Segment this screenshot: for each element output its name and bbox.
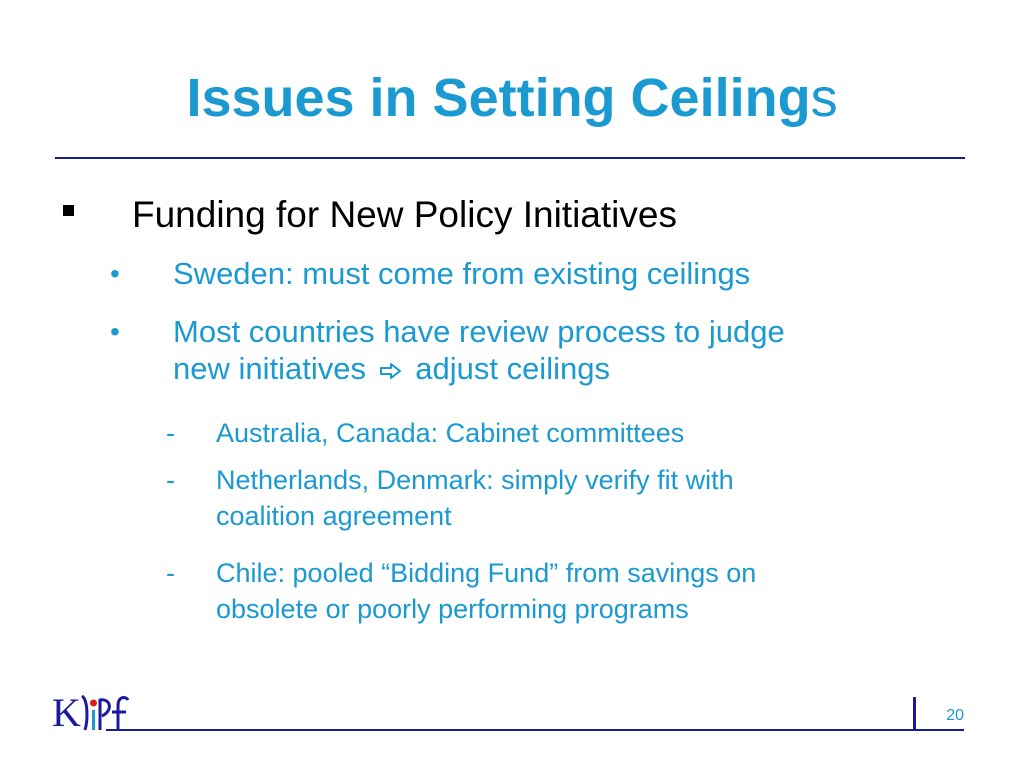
arrow-right-icon <box>379 361 403 381</box>
level3-line2: obsolete or poorly performing programs <box>216 594 689 624</box>
level2-text: Sweden: must come from existing ceilings <box>173 256 751 291</box>
level3-text <box>216 462 976 534</box>
level3-text: Australia, Canada: Cabinet committees <box>216 418 685 448</box>
slide-title-main: Issues in Setting Ceiling <box>186 68 811 128</box>
footer-divider-tick <box>913 697 916 731</box>
level2-line1: Most countries have review process to judge <box>173 314 785 349</box>
dash-bullet-icon: - <box>166 558 175 588</box>
level1-text: Funding for New Policy Initiatives <box>132 194 677 235</box>
level3-line1: Chile: pooled “Bidding Fund” from savings on <box>216 558 757 588</box>
dash-bullet-icon: - <box>166 465 175 495</box>
level2-text <box>173 313 973 387</box>
kipf-logo-icon <box>52 690 132 734</box>
level2-line2-after: adjust ceilings <box>415 351 610 386</box>
title-divider <box>55 157 965 159</box>
level3-line2: coalition agreement <box>216 501 452 531</box>
footer-divider <box>106 729 964 731</box>
round-bullet-icon: • <box>110 316 120 347</box>
svg-text:K: K <box>52 690 81 734</box>
page-number: 20 <box>946 707 964 724</box>
round-bullet-icon: • <box>110 258 120 289</box>
slide-title <box>0 66 1024 130</box>
dash-bullet-icon: - <box>166 418 175 448</box>
slide-title-last-letter: s <box>810 68 838 128</box>
level1-item <box>0 193 1024 237</box>
level3-text <box>216 555 976 627</box>
level3-line1: Netherlands, Denmark: simply verify fit with <box>216 465 734 495</box>
level2-line2-before: new initiatives <box>173 351 366 386</box>
square-bullet-icon <box>63 205 74 216</box>
